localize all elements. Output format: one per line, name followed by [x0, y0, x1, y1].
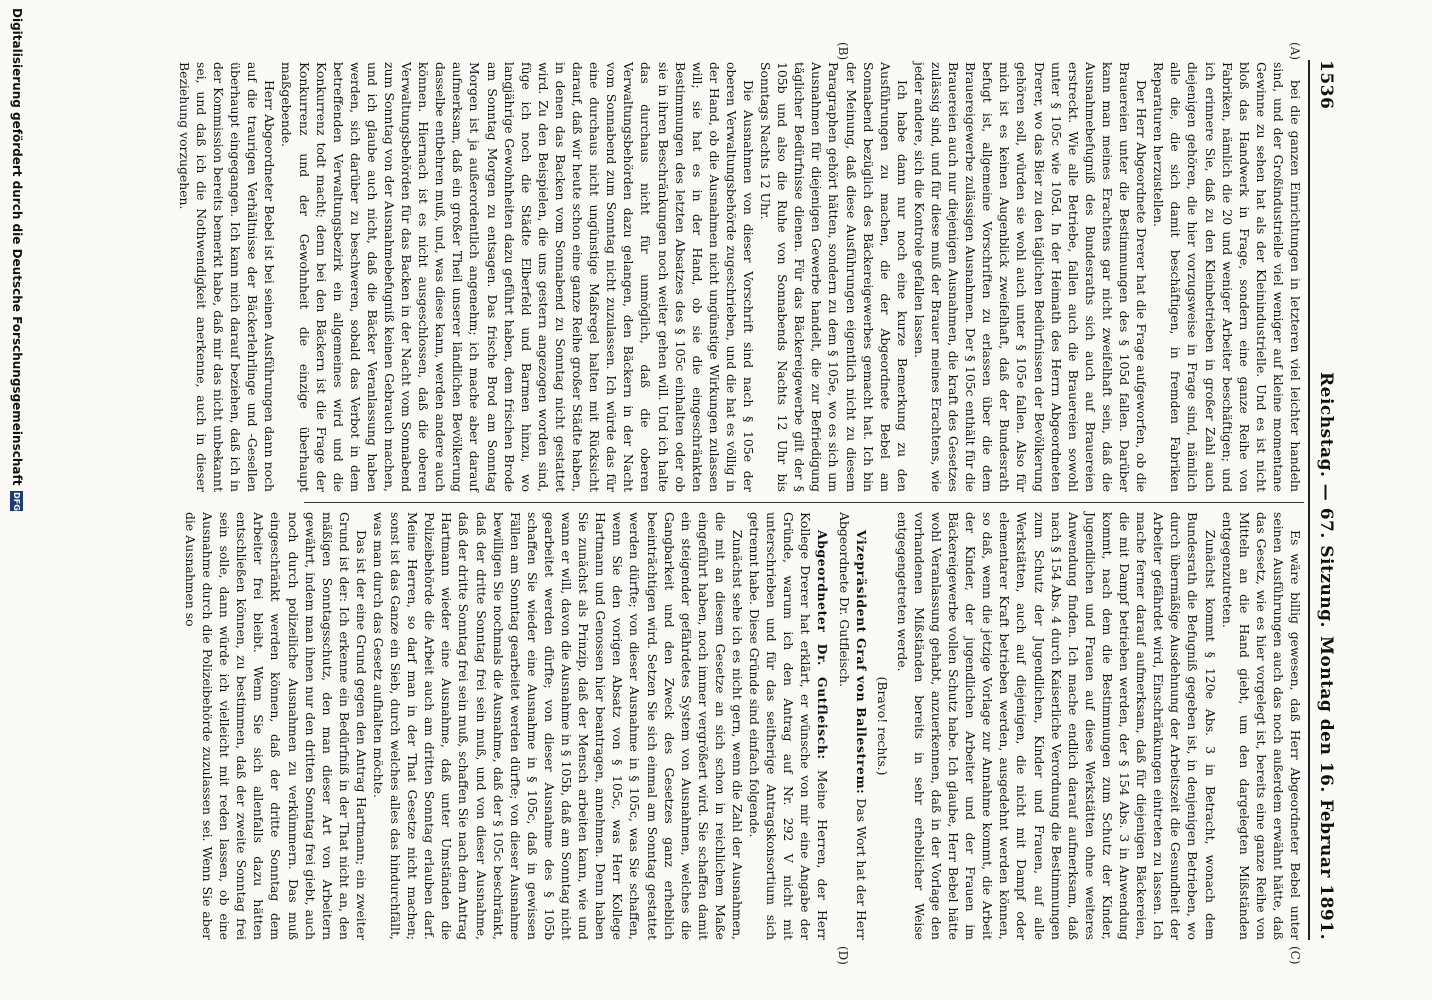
digitization-credit	[6, 8, 28, 1000]
paragraph: Das ist der eine Grund gegen den Antrag Hartmann; ein zweiter Grund ist der: Ich erkenne ein Bedürfniß in der That nicht an, den mäßigen Sonntagsschutz, den man dieser Art von Arbeitern gewährt, indem man ihnen nur den dritten Sonntag frei giebt, auch noch durch polizeiliche Ausnahmen zu verkümmern. Das muß eingeschränkt werden können, daß der dritte Sonntag dem Arbeiter frei bleibt. Wenn Sie sich allenfalls dazu hätten entschließen können, zu bestimmen, daß der zweite Sonntag frei sein solle, dann würde ich vielleicht mit reden lassen, ob eine Ausnahme durch die Polizeibehörde zuzulassen sei. Wenn Sie aber die Ausnahmen so	[183, 512, 369, 940]
margin-marker-b: (B)	[836, 42, 850, 61]
speaker-remark	[746, 512, 831, 940]
paragraph: Herr Abgeordneter Bebel ist bei seinen Ausführungen dann noch auf die traurigen Verhältnisse der Bäckerlehrlinge und -Gesellen überhaupt eingegangen. Ich kann mich darauf beziehen, daß ich in der Kommission bereits bemerkt habe, daß mir das nicht unbekannt sei, und daß ich die Nothwendigkeit anerkenne, auch in dieser Beziehung vorzugehen.	[176, 62, 278, 492]
column-divider	[304, 502, 1304, 503]
president-name: Vizepräsident Graf von Ballestrem:	[853, 530, 869, 795]
page-header	[1308, 60, 1336, 940]
applause-note: (Bravo! rechts.)	[874, 676, 890, 776]
paragraph: Die Ausnahmen von dieser Vorschrift sind nach § 105e der oberen Verwaltungsbehörde zugeschrieben, und die hat es völlig in der Hand, ob die Ausnahmen nicht ungünstige Wirkungen zulassen will; sie hat es in der Hand, ob sie die eingeschränkten Bestimmungen des letzten Absatzes des § 105c einhalten oder ob sie in ihren Beschränkungen noch weiter gehen will. Und ich halte das durchaus nicht für unmöglich, daß die oberen Verwaltungsbehörden dazu gelangen, den Bäckern in der Nacht vom Sonnabend zum Sonntag nicht zuzulassen. Ich würde das für eine durchaus nicht ungünstige Maßregel halten mit Rücksicht darauf, daß wir heute schon eine ganze Reihe großer Städte haben, in denen das Backen vom Sonnabend zu Sonntag nicht gestattet wird. Zu den Beispielen, die uns gestern angezogen worden sind, füge ich noch die Städte Elberfeld und Barmen hinzu, wo langjährige Gewohnheiten dazu geführt haben, dem frischen Brode am Sonntag Morgen zu entsagen. Das frische Brod am Sonntag Morgen ist ja außerordentlich angenehm; ich mache aber darauf aufmerksam, daß ein großer Theil unserer ländlichen Bevölkerung dasselbe entbehren muß, und, was diese kann, werden andere auch können. Hiernach ist es nicht ausgeschlossen, daß die oberen Verwaltungsbehörden für das Backen in der Nacht vom Sonnabend zum Sonntag von der Ausnahmebefugniß keinen Gebrauch machen, und ich glaube auch nicht, daß die Bäcker Veranlassung haben werden, sich darüber zu beschweren, sobald das Verbot in dem betreffenden Verwaltungsbezirk ein allgemeines wird und die Konkurrenz todt macht; denn bei den Bäckern ist die Frage der Konkurrenz und der Gewohnheit die einzige überhaupt maßgebende.	[279, 62, 756, 492]
margin-marker-a: (A)	[1288, 42, 1302, 61]
president-text: Das Wort hat der Herr Abgeordnete Dr. Gutfleisch.	[836, 512, 869, 940]
paragraph: Ich habe dann nur noch eine kurze Bemerkung zu den Ausführungen zu machen, die der Abgeordnete Bebel am Sonnabend bezüglich des Bäckereigewerbes gemacht hat. Ich bin der Meinung, daß diese Ausführungen eigentlich nicht zu diesem Paragraphen gehört hätten, sondern zu dem § 105e, wo es sich um Ausnahmen für diejenigen Gewerbe handelt, die zur Befriedigung täglicher Bedürfnisse dienen. Für das Bäckereigewerbe gilt der § 105b und also die Ruhe von Sonnabends Nachts 12 Uhr bis Sonntags Nachts 12 Uhr.	[758, 62, 910, 492]
session-date: Montag den 16. Februar 1891.	[1316, 636, 1336, 940]
page-number: 1536	[1316, 60, 1336, 110]
speaker-text: Meine Herren, der Herr Kollege Drerer hat erklärt, er wünsche von mir eine Angabe der Gründe, warum ich den Antrag auf Nr. 292 V nicht mit unterschrieben und für das seitherige Antragskonsortium sich getrennt habe. Diese Gründe sind einfach folgende.	[747, 512, 831, 940]
left-column	[176, 62, 1304, 492]
president-remark	[835, 512, 869, 940]
paragraph: Zunächst kommt § 120e Abs. 3 in Betracht, wonach dem Bundesrath die Befugniß gegeben ist, in denjenigen Betrieben, wo durch übermäßige Ausdehnung der Arbeitszeit die Gesundheit der Arbeiter gefährdet wird, Einschränkungen eintreten zu lassen. Ich mache ferner darauf aufmerksam, daß für diejenigen Bäckereien, die mit Dampf betrieben werden, der § 154 Abs. 3 in Anwendung kommt, nach dem die Bestimmungen zum Schutz der Kinder, Jugendlichen und Frauen auf diese Werkstätten ohne weiteres Anwendung finden. Ich mache endlich darauf aufmerksam, daß nach § 154 Abs. 4 durch Kaiserliche Verordnung die Bestimmungen zum Schutz der Jugendlichen, Kinder und Frauen, auf alle Werkstätten, auch auf diejenigen, die nicht mit Dampf oder elementarer Kraft betrieben werden, ausgedehnt werden können, so daß, wenn die jetzige Vorlage zur Annahme kommt, die Arbeit der Kinder, der jugendlichen Arbeiter und der Frauen im Bäckereigewerbe vollen Schutz habe. Ich glaube, Herr Bebel hätte wohl Veranlassung gehabt, anzuerkennen, daß in der Vorlage den vorhandenen Mißständen bereits in sehr erheblicher Weise entgegengetreten werde.	[894, 512, 1218, 940]
margin-marker-d: (D)	[836, 946, 850, 965]
credit-text: Digitalisierung gefördert durch die Deutsche Forschungsgemeinschaft	[10, 8, 24, 486]
dfg-logo-icon: DFG	[12, 492, 22, 511]
paragraph: Es wäre billig gewesen, daß Herr Abgeordneter Bebel unter seinen Ausführungen auch das noch außerdem erwähnt hätte, daß das Gesetz, wie es hier vorgelegt ist, bereits eine ganze Reihe von Mitteln an die Hand giebt, um den dargelegten Mißständen entgegenzutreten.	[1219, 512, 1303, 940]
paragraph: Zunächst sehe ich es nicht gern, wenn die Zahl der Ausnahmen, die mit an diesem Gesetze an sich schon in reichlichem Maße eingeführt haben, noch immer vergrößert wird. Sie schaffen damit ein steigender gefährdetes System von Ausnahmen, welches die Gangbarkeit und den Zweck des Gesetzes ganz erheblich beeinträchtigen wird. Setzen Sie sich einmal am Sonntag gestattet werden dürfte; von dieser Ausnahme in § 105c, was Sie schaffen, wenn Sie den vorigen Absatz von § 105c, was Herr Kollege Hartmann und Genossen hier beantragen, annehmen. Denn haben Sie zunächst als Prinzip, daß der Mensch arbeiten kann, wie und wann er will, davon die Ausnahme in § 105b, daß am Sonntag nicht gearbeitet werden dürfte; von dieser Ausnahme des § 105b schaffen Sie wieder eine Ausnahme in § 105c, daß in gewissen Fällen am Sonntag gearbeitet werden dürfte; von dieser Ausnahme bewilligen Sie nochmals die Ausnahme, daß der § 105c beschränkt, daß der dritte Sonntag frei sein muß, und von dieser Ausnahme, daß der dritte Sonntag frei sein muß, schaffen Sie nach dem Antrag Hartmann wieder eine Ausnahme, daß unter Umständen die Polizeibehörde die Arbeit auch am dritten Sonntag erlauben darf. Meine Herren, so darf man in der That Gesetze nicht machen; sonst ist das Ganze ein Sieb, durch welches alles das hindurchfällt, was man durch das Gesetz aufhalten möchte.	[371, 512, 745, 940]
paragraph: Der Herr Abgeordnete Drerer hat die Frage aufgeworfen, ob die Brauereien unter die Bestimmungen des § 105d fallen. Darüber kann man meines Erachtens gar nicht zweifelhaft sein, daß die Ausnahmebefugniß des Bundesraths sich auch auf Brauereien erstreckt. Wie alle Betriebe, fallen auch die Brauereien sowohl unter § 105c wie 105d. In der Heimath des Herrn Abgeordneten Drerer, wo das Bier zu den täglichen Bedürfnissen der Bevölkerung gehören soll, würden sie wohl auch unter § 105e fallen. Also für mich ist es keinen Augenblick zweifelhaft, daß der Bundesrath befugt ist, allgemeine Vorschriften zu erlassen über die dem Brauereigewerbe zulässigen Ausnahmen. Der § 105c enthält für die Brauereien auch nur diejenigen Ausnahmen, die kraft des Gesetzes zulässig sind, und für diese muß der Brauer meines Erachtens, wie jeder andere, sich die Kontrole gefallen lassen.	[911, 62, 1150, 492]
speaker-name: Abgeordneter Dr. Gutfleisch:	[815, 530, 831, 760]
session-title: Reichstag. — 67. Sitzung.	[1316, 372, 1336, 628]
right-column	[183, 512, 1304, 940]
margin-marker-c: (C)	[1288, 946, 1302, 965]
paragraph: bei die ganzen Einrichtungen in letzteren viel leichter handeln sind, und der Großindustrielle viel weniger auf kleine momentane Gewinne zu sehen hat als der Kleinindustrielle. Und es ist nicht bloß das Handwerk in Frage, sondern eine ganze Reihe von Fabriken, nämlich die 20 und weniger Arbeiter beschäftigen; und ich erinnere Sie, daß zu den Kleinbetrieben in großer Zahl auch diejenigen gehören, die hier vorzugsweise in Frage sind, nämlich alle die, die sich damit beschäftigen, in fremden Fabriken Reparaturen herzustellen.	[1151, 62, 1303, 492]
